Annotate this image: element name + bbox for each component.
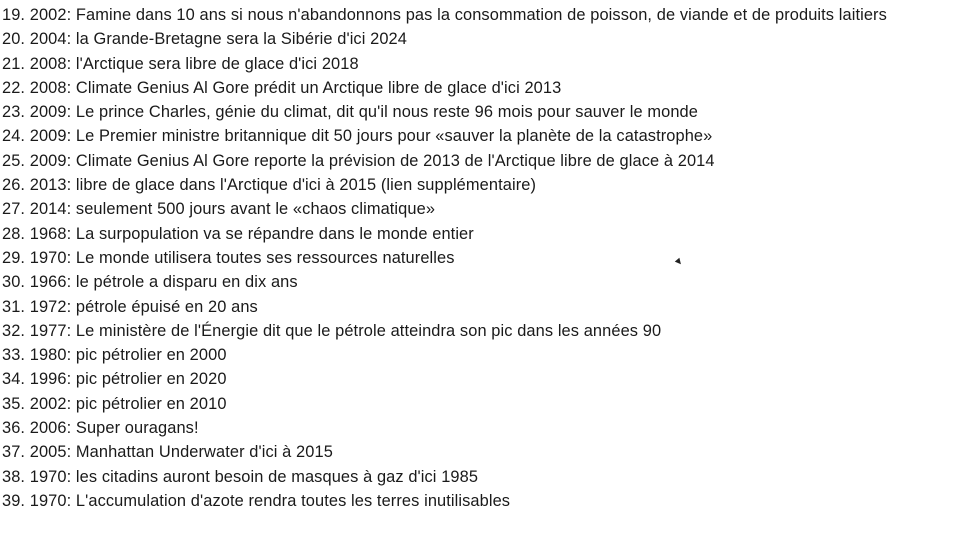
list-item: 27. 2014: seulement 500 jours avant le «chaos climatique»: [2, 200, 436, 219]
list-item: 29. 1970: Le monde utilisera toutes ses ressources naturelles: [2, 248, 455, 267]
list-item: 26. 2013: libre de glace dans l'Arctique d'ici à 2015 (lien supplémentaire): [2, 176, 537, 195]
list-item: 38. 1970: les citadins auront besoin de masques à gaz d'ici 1985: [2, 467, 479, 486]
list-item: 33. 1980: pic pétrolier en 2000: [2, 346, 227, 365]
list-item: 31. 1972: pétrole épuisé en 20 ans: [2, 297, 258, 316]
list-item: 36. 2006: Super ouragans!: [2, 419, 199, 438]
prediction-list: [2, 3, 952, 513]
list-item: 21. 2008: l'Arctique sera libre de glace d'ici 2018: [2, 54, 359, 73]
list-item: 20. 2004: la Grande-Bretagne sera la Sibérie d'ici 2024: [2, 30, 407, 49]
list-item: 25. 2009: Climate Genius Al Gore reporte la prévision de 2013 de l'Arctique libre de glace à 2014: [2, 151, 715, 170]
list-item: 23. 2009: Le prince Charles, génie du climat, dit qu'il nous reste 96 mois pour sauver le monde: [2, 103, 698, 122]
list-item: 32. 1977: Le ministère de l'Énergie dit que le pétrole atteindra son pic dans les années 90: [2, 321, 662, 340]
list-item: 22. 2008: Climate Genius Al Gore prédit un Arctique libre de glace d'ici 2013: [2, 78, 562, 97]
list-item: 19. 2002: Famine dans 10 ans si nous n'abandonnons pas la consommation de poisson, de viande et de produits laitiers: [2, 6, 887, 24]
list-item: 39. 1970: L'accumulation d'azote rendra toutes les terres inutilisables: [2, 491, 511, 510]
list-item: 37. 2005: Manhattan Underwater d'ici à 2015: [2, 443, 333, 462]
list-item: 34. 1996: pic pétrolier en 2020: [2, 370, 227, 389]
list-item: 28. 1968: La surpopulation va se répandre dans le monde entier: [2, 224, 474, 243]
list-item: 35. 2002: pic pétrolier en 2010: [2, 394, 227, 413]
list-item: 30. 1966: le pétrole a disparu en dix ans: [2, 273, 298, 292]
list-item: 24. 2009: Le Premier ministre britannique dit 50 jours pour «sauver la planète de la catastrophe»: [2, 127, 713, 146]
